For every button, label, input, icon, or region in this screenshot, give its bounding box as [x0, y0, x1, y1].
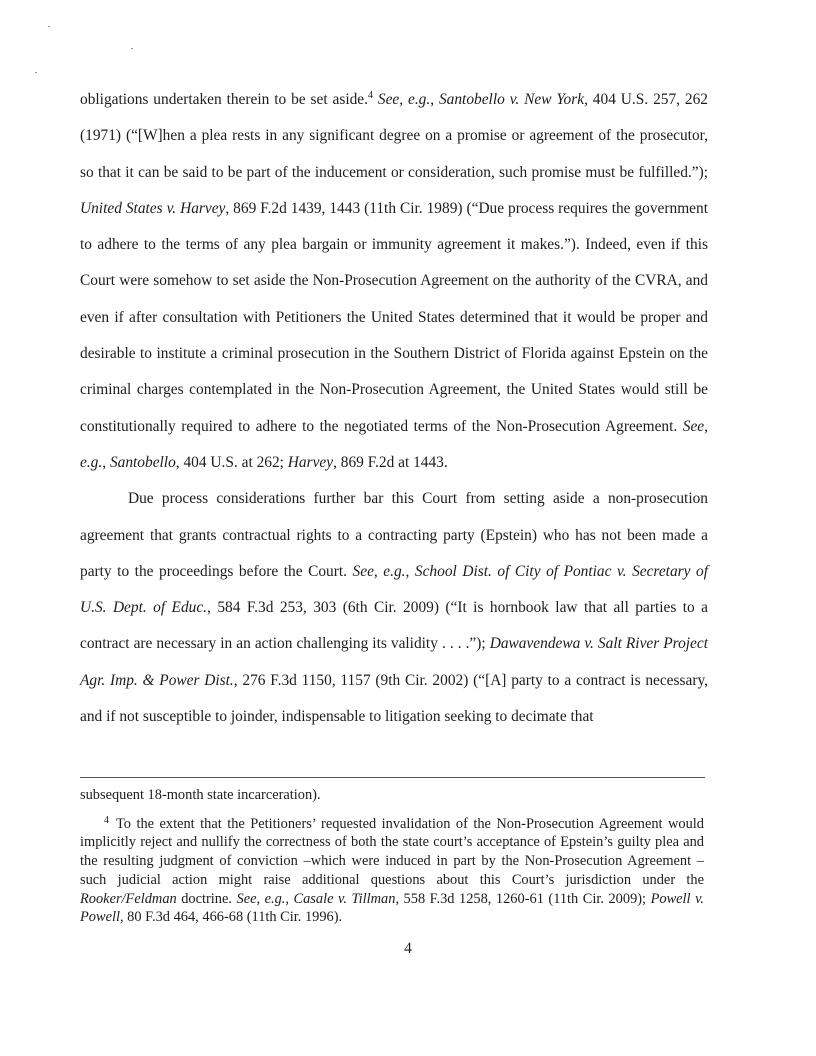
citation-italic: Powell v. Powell [80, 890, 704, 926]
citation-italic: See, e.g. [80, 417, 708, 471]
citation-italic: School Dist. of City of Pontiac v. Secretary of U.S. Dept. of Educ. [80, 562, 708, 617]
scan-speck [131, 48, 133, 49]
text-run: , 276 F.3d 1150, 1157 (9th Cir. 2002) (“[A] party to a contract is necessary, and if not susceptible to joinder, indispensable to litigation seeking to decimate that [80, 671, 708, 726]
text-run: Due process considerations further bar this Court from setting aside a non-prosecution agreement that grants contractual rights to a contracting party (Epstein) who has not been made a party to the proceedings before the Court. [80, 490, 708, 580]
paragraph-due-process [80, 481, 708, 735]
text-run: , 404 U.S. at 262; [175, 453, 288, 471]
citation-italic: Rooker/Feldman [80, 890, 177, 907]
footnote-number: 4 [104, 814, 109, 826]
page-number: 4 [404, 940, 412, 957]
text-run: , [430, 91, 439, 108]
text-run: doctrine. [176, 890, 237, 907]
footnote-4 [80, 812, 704, 927]
citation-italic: See, e.g. [377, 91, 431, 108]
citation-italic: Dawavendewa v. Salt River Project Agr. Imp. & Power Dist. [80, 635, 708, 689]
citation-italic: Harvey [287, 453, 334, 471]
footnote-continuation [80, 786, 704, 805]
text-run: , 869 F.2d 1439, 1443 (11th Cir. 1989) (“Due process requires the government to adhere to the terms of any plea bargain or immunity agreement it makes.”). Indeed, even if this Court were somehow to set aside the Non-Prosecution Agreement on the authority of the CVRA, and even if after consultation with Petitioners the United States determined that it would be proper and desirable to institute a criminal prosecution in the Southern District of Florida against Epstein on the criminal charges contemplated in the Non-Prosecution Agreement, the United States would still be constitutionally required to adhere to the negotiated terms of the Non-Prosecution Agreement. [80, 199, 708, 435]
text-run: obligations undertaken therein to be set aside. [80, 91, 368, 108]
citation-italic: Santobello v. New York [438, 91, 585, 108]
text-run: , 869 F.2d at 1443. [333, 453, 448, 471]
footnote-reference: 4 [367, 90, 373, 101]
text-run: , 584 F.3d 253, 303 (6th Cir. 2009) (“It is hornbook law that all parties to a contract are necessary in an action challenging its validity . . . .”); [80, 599, 708, 653]
text-run: , 404 U.S. 257, 262 (1971) (“[W]hen a plea rests in any significant degree on a promise or agreement of the prosecutor, so that it can be said to be part of the inducement or consideration, such promise must be fulfilled.”); [80, 91, 708, 181]
citation-italic: See, e.g. [352, 562, 406, 580]
citation-italic: United States v. Harvey [80, 199, 226, 217]
paragraph-continuation [80, 82, 708, 481]
citation-italic: Santobello [109, 453, 176, 471]
text-run: subsequent 18-month state incarceration). [80, 787, 321, 803]
text-run: To the extent that the Petitioners’ requested invalidation of the Non-Prosecution Agreement would implicitly reject and nullify the correctness of both the state court’s acceptance of Epstein’s guilty plea and the resulting judgment of conviction –which were induced in part by the Non-Prosecution Agreement – such judicial action might raise additional questions about this Court’s jurisdiction under the [80, 815, 704, 888]
citation-italic: See, e.g. [236, 890, 286, 907]
body-text [80, 82, 708, 735]
text-run: , [285, 890, 294, 907]
scan-speck [35, 72, 37, 73]
footnote-separator [80, 777, 705, 778]
citation-italic: Casale v. Tillman [293, 890, 396, 907]
scan-speck [48, 26, 50, 27]
text-run: , 80 F.3d 464, 466-68 (11th Cir. 1996). [119, 909, 343, 926]
text-run: , [102, 453, 110, 471]
footnotes [80, 786, 704, 927]
text-run: , [405, 562, 415, 580]
text-run: , 558 F.3d 1258, 1260-61 (11th Cir. 2009); [395, 890, 651, 907]
